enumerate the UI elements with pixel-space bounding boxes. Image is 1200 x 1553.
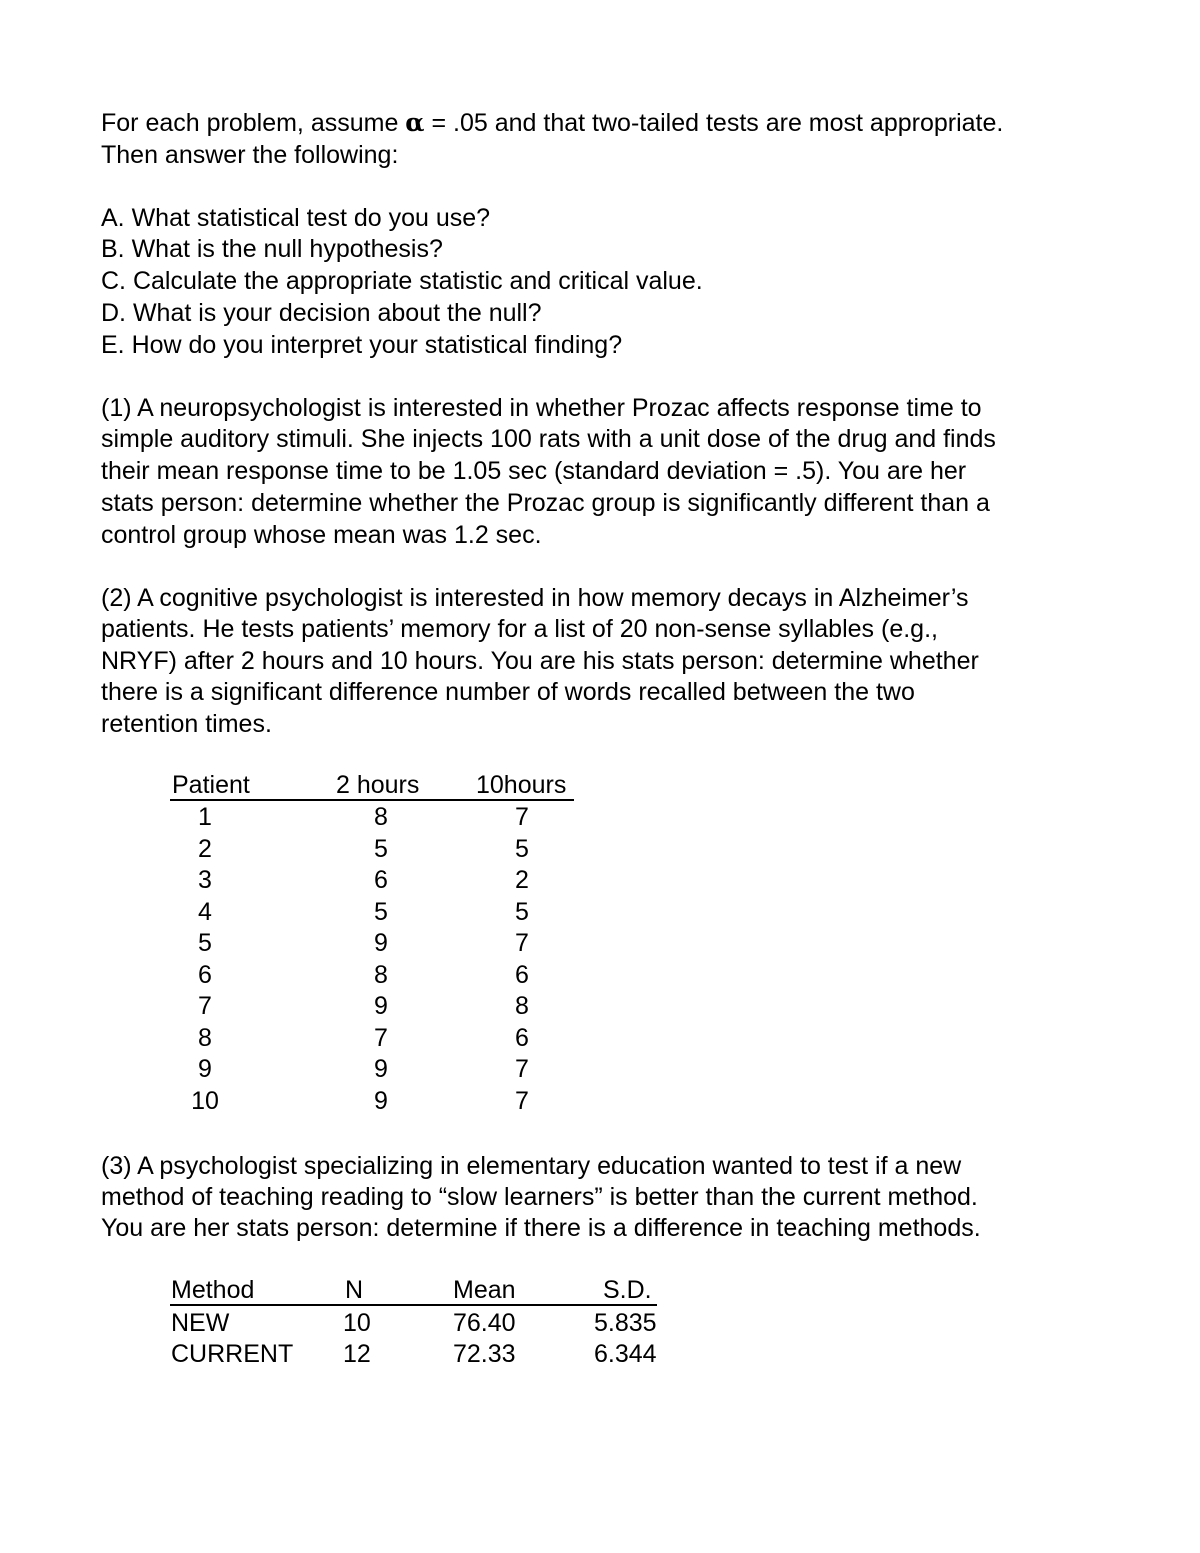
table1-cell-patient: 3 (198, 866, 212, 895)
table1-cell-2-hours: 9 (374, 1055, 388, 1084)
table1-cell-2-hours: 8 (374, 803, 388, 831)
table1-header-2-hours: 2 hours (336, 771, 420, 799)
table1-row (0, 834, 600, 866)
table1-cell-patient: 8 (198, 1023, 212, 1052)
table1-cell-10-hours: 7 (515, 803, 529, 831)
table2-cell-sd: 5.835 (594, 1309, 657, 1337)
problem2-line-4: there is a significant difference number of words recalled between the two (101, 678, 915, 706)
table2-header-method: Method (171, 1276, 255, 1304)
table1-cell-2-hours: 9 (374, 992, 388, 1021)
table1-cell-10-hours: 5 (515, 834, 529, 863)
table2-cell-sd: 6.344 (594, 1340, 657, 1368)
table1-cell-10-hours: 8 (515, 992, 529, 1021)
intro-text-after-alpha: = .05 and that two-tailed tests are most appropriate. (424, 109, 1004, 137)
alpha-symbol: α (405, 108, 425, 137)
question-a: A. What statistical test do you use? (101, 204, 491, 232)
intro-line-2: Then answer the following: (101, 141, 399, 169)
table1-row (0, 960, 600, 992)
table2-cell-method: NEW (171, 1309, 230, 1337)
table2-header-rule (170, 1304, 657, 1306)
problem3-line-1: (3) A psychologist specializing in elementary education wanted to test if a new (101, 1152, 962, 1180)
problem2-line-5: retention times. (101, 710, 272, 738)
table1-header-10-hours: 10hours (476, 771, 567, 799)
problem2-line-1: (2) A cognitive psychologist is interested in how memory decays in Alzheimer’s (101, 584, 969, 612)
table1-row (0, 1054, 600, 1086)
table1-cell-2-hours: 8 (374, 960, 388, 989)
table1-cell-10-hours: 7 (515, 1055, 529, 1084)
table2-cell-mean: 76.40 (453, 1309, 516, 1337)
table1-cell-patient: 2 (198, 834, 212, 863)
problem2-line-2: patients. He tests patients’ memory for a list of 20 non-sense syllables (e.g., (101, 615, 938, 643)
table2-cell-mean: 72.33 (453, 1340, 516, 1368)
table1-cell-10-hours: 6 (515, 1023, 529, 1052)
table1-cell-10-hours: 2 (515, 866, 529, 895)
table1-header-rule (170, 799, 574, 801)
table1-cell-patient: 10 (191, 1086, 219, 1115)
table2-header-n: N (345, 1276, 364, 1304)
table1-header-patient: Patient (172, 771, 250, 799)
table1-cell-2-hours: 7 (374, 1023, 388, 1052)
problem1-line-4: stats person: determine whether the Prozac group is significantly different than a (101, 489, 990, 517)
table1-row (0, 802, 600, 834)
table1-cell-patient: 9 (198, 1055, 212, 1084)
problem1-line-3: their mean response time to be 1.05 sec (standard deviation = .5). You are her (101, 457, 967, 485)
table2-cell-method: CURRENT (171, 1340, 294, 1368)
question-b: B. What is the null hypothesis? (101, 235, 443, 263)
table1-row (0, 1086, 600, 1118)
table2-cell-n: 12 (343, 1340, 371, 1368)
table1-row (0, 991, 600, 1023)
table1-cell-10-hours: 7 (515, 929, 529, 958)
table1-cell-10-hours: 6 (515, 960, 529, 989)
table1-cell-2-hours: 9 (374, 929, 388, 958)
question-d: D. What is your decision about the null? (101, 299, 542, 327)
table2-header-mean: Mean (453, 1276, 516, 1304)
intro-line-1 (101, 108, 1003, 138)
table1-cell-2-hours: 9 (374, 1086, 388, 1115)
problem2-line-3: NRYF) after 2 hours and 10 hours. You are his stats person: determine whether (101, 647, 979, 675)
table1-row (0, 1023, 600, 1055)
table1-cell-2-hours: 6 (374, 866, 388, 895)
table1-cell-patient: 5 (198, 929, 212, 958)
table1-cell-patient: 4 (198, 897, 212, 926)
table2-header-sd: S.D. (603, 1276, 652, 1304)
problem1-line-2: simple auditory stimuli. She injects 100 rats with a unit dose of the drug and finds (101, 425, 996, 453)
intro-text-before-alpha: For each problem, assume (101, 109, 406, 137)
table1-cell-2-hours: 5 (374, 897, 388, 926)
table1-cell-patient: 7 (198, 992, 212, 1021)
table1-cell-10-hours: 7 (515, 1086, 529, 1115)
table1-cell-10-hours: 5 (515, 897, 529, 926)
question-c: C. Calculate the appropriate statistic and critical value. (101, 267, 703, 295)
table1-cell-patient: 1 (198, 803, 212, 831)
problem3-line-3: You are her stats person: determine if there is a difference in teaching methods. (101, 1214, 981, 1242)
table1-cell-2-hours: 5 (374, 834, 388, 863)
table1-row (0, 865, 600, 897)
problem3-line-2: method of teaching reading to “slow learners” is better than the current method. (101, 1183, 978, 1211)
table1-row (0, 897, 600, 929)
question-e: E. How do you interpret your statistical finding? (101, 331, 623, 359)
table2-cell-n: 10 (343, 1309, 371, 1337)
problem1-line-1: (1) A neuropsychologist is interested in whether Prozac affects response time to (101, 394, 982, 422)
problem1-line-5: control group whose mean was 1.2 sec. (101, 521, 542, 549)
table1-row (0, 928, 600, 960)
table1-cell-patient: 6 (198, 960, 212, 989)
